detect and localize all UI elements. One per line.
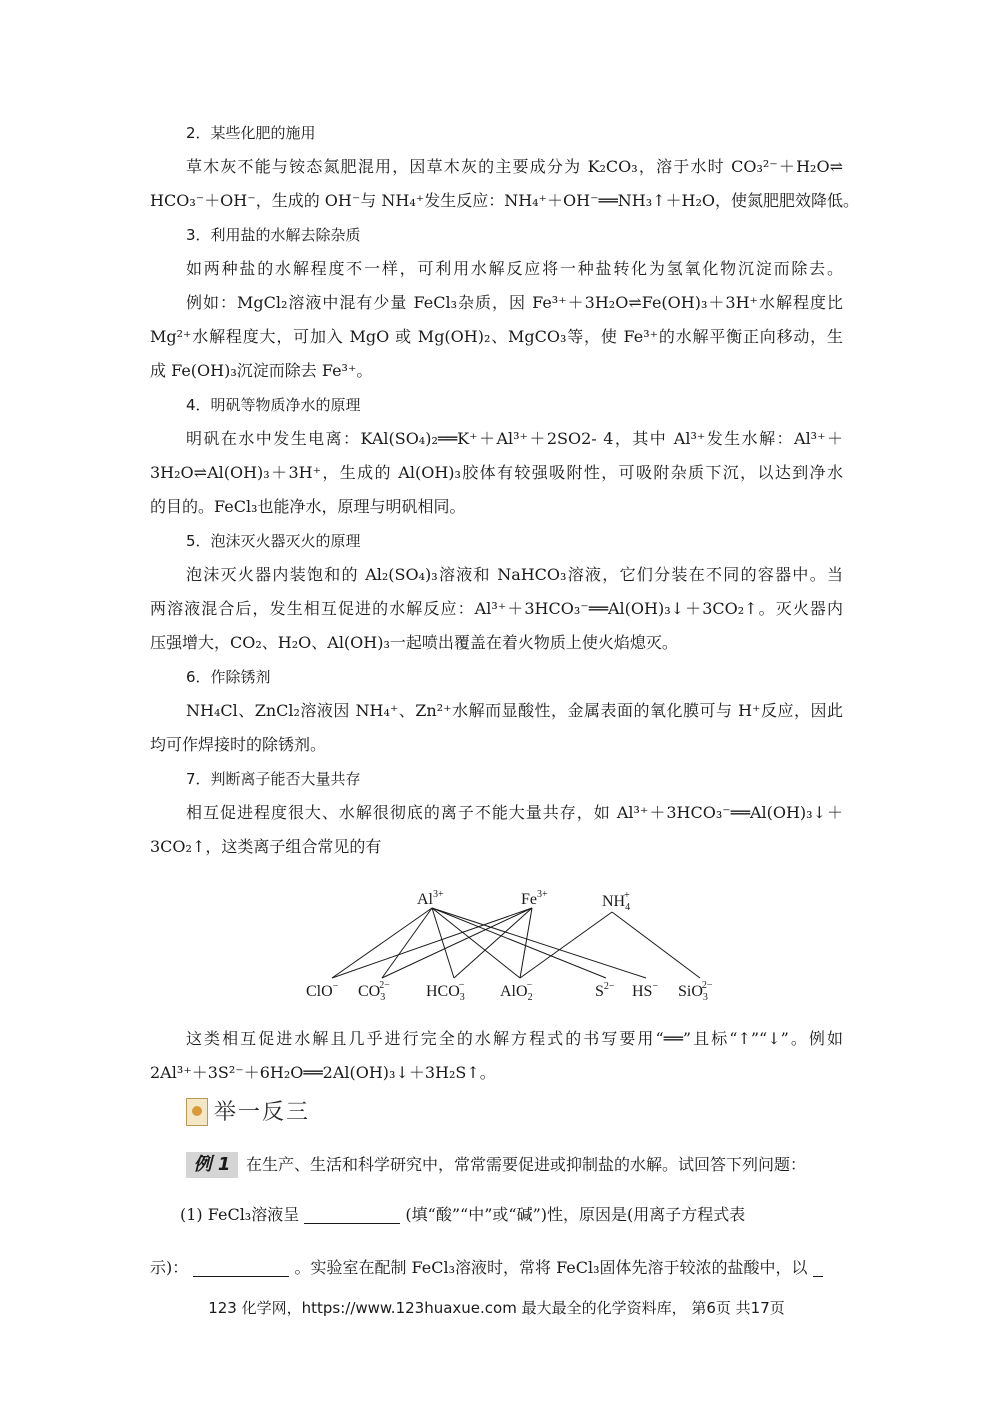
line-fe-alo2 — [520, 908, 532, 978]
cation-al: $Al^{3+}$ — [417, 889, 444, 908]
anion-hco3: $HCO_3-$ — [426, 980, 465, 1003]
line-fe-clo — [332, 908, 532, 978]
section-heading: 4．明矾等物质净水的原理 — [186, 396, 361, 414]
question-line — [150, 1253, 843, 1283]
question-text: 。实验室在配制 FeCl₃溶液时，常将 FeCl₃固体先溶于较浓的盐酸中，以 — [294, 1258, 808, 1277]
anion-alo2: AlO$_2$− — [500, 980, 533, 1003]
page-footer: 123 化学网，https://www.123huaxue.com 最大最全的化学资料库， 第6页 共17页 — [208, 1299, 785, 1317]
cation-fe: $Fe^{3+}$ — [521, 889, 548, 908]
paragraph-line: 草木灰不能与铵态氮肥混用，因草木灰的主要成分为 K₂CO₃，溶于水时 CO₃²⁻＋H₂O⇌ — [186, 157, 843, 176]
ion-reaction-diagram — [300, 882, 730, 1012]
paragraph-line: 成 Fe(OH)₃沉淀而除去 Fe³⁺。 — [150, 361, 373, 380]
paragraph-line: 均可作焊接时的除锈剂。 — [150, 735, 327, 754]
example-badge: 例 1 — [186, 1152, 238, 1178]
section-heading: 7．判断离子能否大量共存 — [186, 770, 361, 788]
line-nh4-sio3 — [612, 912, 700, 978]
paragraph-line: 3CO₂↑，这类离子组合常见的有 — [150, 837, 382, 856]
line-al-hs — [432, 908, 646, 978]
line-al-alo2 — [432, 908, 520, 978]
paragraph-line: 2Al³⁺＋3S²⁻＋6H₂O══2Al(OH)₃↓＋3H₂S↑。 — [150, 1063, 496, 1082]
paragraph-line: 两溶液混合后，发生相互促进的水解反应：Al³⁺＋3HCO₃⁻══Al(OH)₃↓＋3CO₂↑。灭火器内 — [150, 599, 843, 618]
paragraph-line: 的目的。FeCl₃也能净水，原理与明矾相同。 — [150, 497, 466, 516]
book-icon — [186, 1098, 208, 1126]
paragraph-line: HCO₃⁻＋OH⁻，生成的 OH⁻与 NH₄⁺发生反应：NH₄⁺＋OH⁻══NH₃↑＋H₂O，使氮肥肥效降低。 — [150, 191, 860, 210]
answer-blank[interactable] — [304, 1205, 400, 1224]
line-nh4-alo2 — [520, 912, 612, 978]
paragraph-line: 泡沫灭火器内装饱和的 Al₂(SO₄)₃溶液和 NaHCO₃溶液，它们分装在不同的容器中。当 — [186, 565, 843, 584]
banner-title: 举一反三 — [214, 1100, 311, 1125]
paragraph-line: 相互促进程度很大、水解很彻底的离子不能大量共存，如 Al³⁺＋3HCO₃⁻══Al(OH)₃↓＋ — [186, 803, 843, 822]
cation-labels — [417, 889, 630, 913]
question-line — [180, 1200, 820, 1230]
question-text: 示)： — [150, 1258, 189, 1277]
paragraph-line: 这类相互促进水解且几乎进行完全的水解方程式的书写要用“══”且标“↑”“↓”。例如 — [186, 1029, 843, 1048]
cation-nh4: $NH_4+$ — [602, 890, 631, 913]
answer-blank[interactable] — [813, 1258, 823, 1277]
practice-banner — [186, 1096, 426, 1130]
example-intro: 在生产、生活和科学研究中，常常需要促进或抑制盐的水解。试回答下列问题： — [246, 1155, 807, 1174]
connection-lines — [332, 908, 700, 978]
anion-hs: HS− — [632, 981, 659, 1000]
paragraph-line: NH₄Cl、ZnCl₂溶液因 NH₄⁺、Zn²⁺水解而显酸性，金属表面的氧化膜可与 H⁺反应，因此 — [186, 701, 843, 720]
paragraph-line: 3H₂O⇌Al(OH)₃＋3H⁺，生成的 Al(OH)₃胶体有较强吸附性，可吸附杂质下沉，以达到净水 — [150, 463, 843, 482]
example-header — [186, 1150, 846, 1180]
anion-sio3: SiO$_3$2− — [678, 980, 713, 1003]
paragraph-line: Mg²⁺水解程度大，可加入 MgO 或 Mg(OH)₂、MgCO₃等，使 Fe³⁺的水解平衡正向移动，生 — [150, 327, 843, 346]
line-al-clo — [332, 908, 432, 978]
paragraph-line: 明矾在水中发生电离：KAl(SO₄)₂══K⁺＋Al³⁺＋2SO2- 4，其中 Al³⁺发生水解：Al³⁺＋ — [186, 429, 843, 448]
anion-labels — [306, 980, 713, 1003]
paragraph-line: 例如：MgCl₂溶液中混有少量 FeCl₃杂质，因 Fe³⁺＋3H₂O⇌Fe(OH)₃＋3H⁺水解程度比 — [186, 293, 843, 312]
question-text: (1) FeCl₃溶液呈 — [180, 1205, 300, 1224]
section-heading: 3．利用盐的水解去除杂质 — [186, 226, 361, 244]
line-al-co3 — [382, 908, 432, 978]
section-heading: 6．作除锈剂 — [186, 668, 271, 686]
anion-co3: $CO_32-$ — [358, 980, 390, 1003]
paragraph-line: 如两种盐的水解程度不一样，可利用水解反应将一种盐转化为氢氧化物沉淀而除去。 — [186, 259, 843, 278]
section-heading: 2．某些化肥的施用 — [186, 124, 316, 142]
anion-clo: ClO− — [306, 981, 339, 1000]
paragraph-line: 压强增大，CO₂、H₂O、Al(OH)₃一起喷出覆盖在着火物质上使火焰熄灭。 — [150, 633, 678, 652]
question-text: (填“酸”“中”或“碱”)性，原因是(用离子方程式表 — [405, 1205, 746, 1224]
line-al-hco3 — [432, 908, 454, 978]
anion-s: $S^{2-}$ — [595, 981, 615, 1000]
answer-blank[interactable] — [193, 1258, 289, 1277]
section-heading: 5．泡沫灭火器灭火的原理 — [186, 532, 361, 550]
